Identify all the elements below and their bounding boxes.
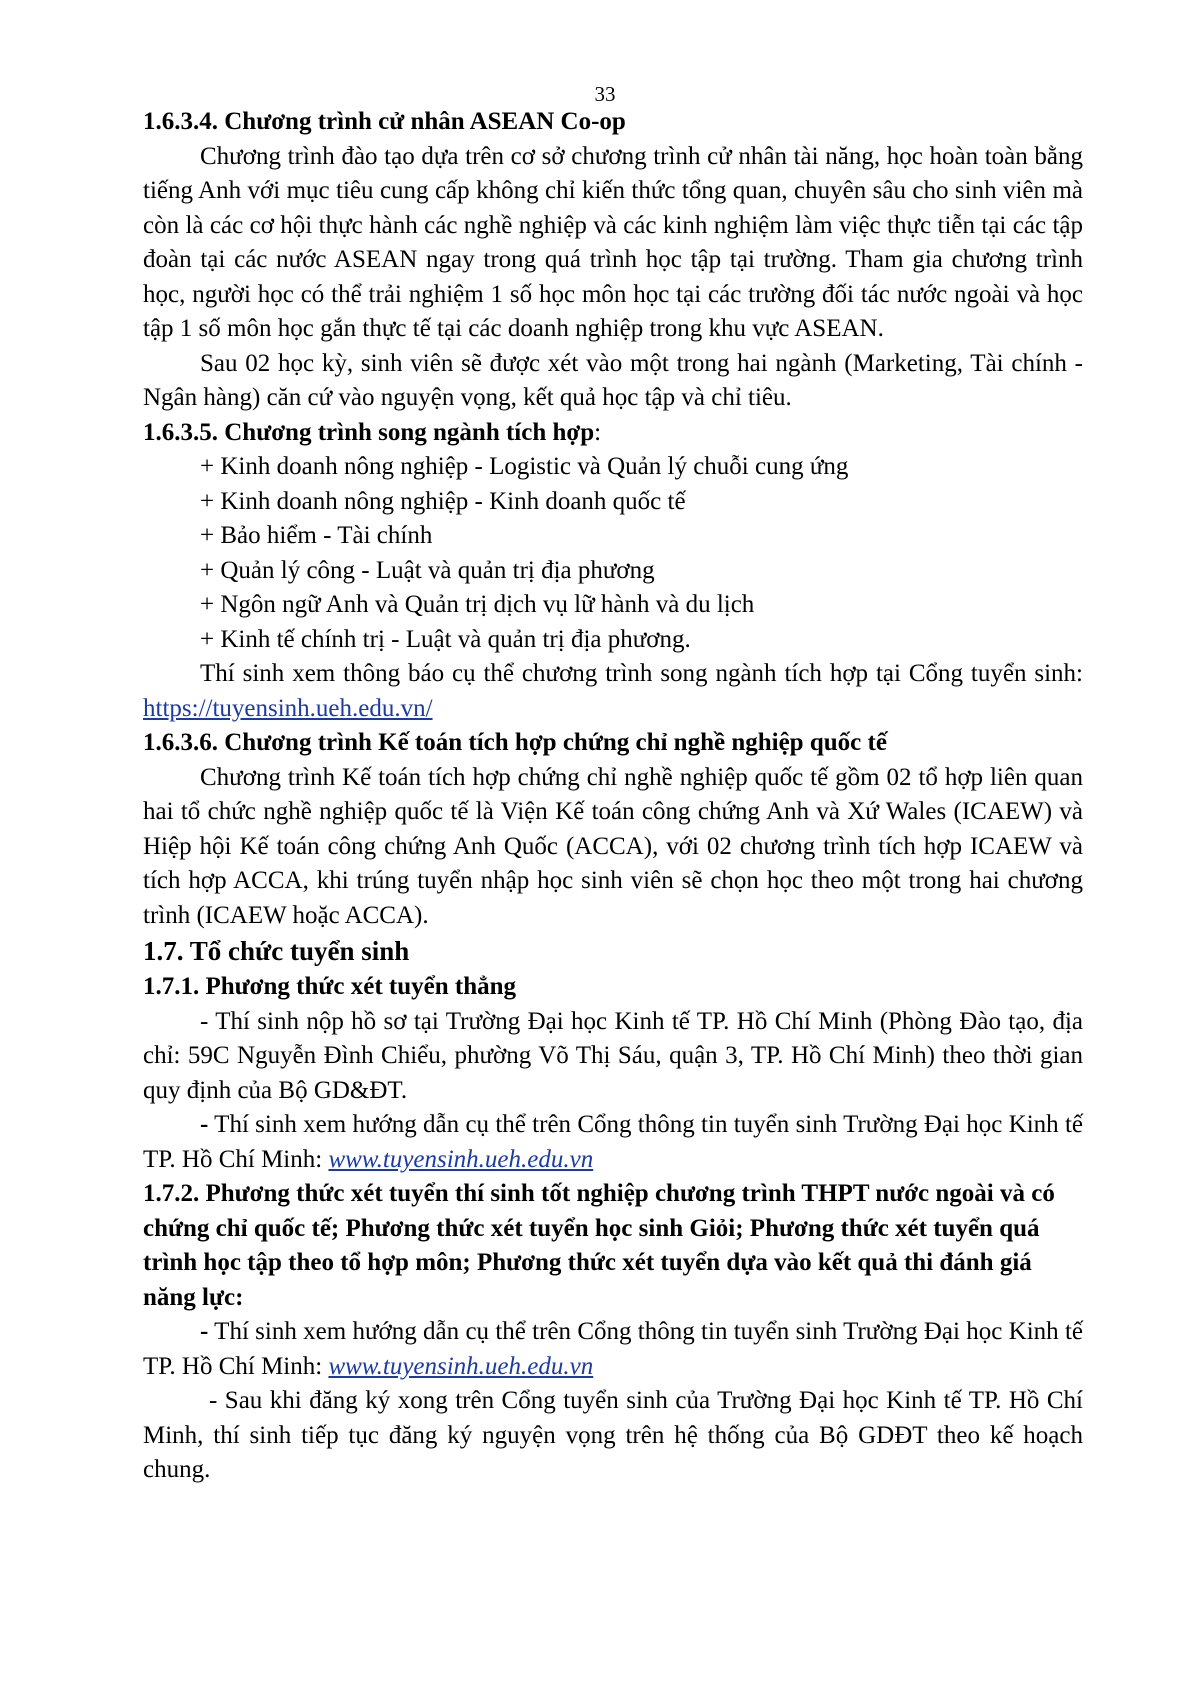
list-item: + Ngôn ngữ Anh và Quản trị dịch vụ lữ hành và du lịch xyxy=(200,591,755,618)
list-item: + Kinh doanh nông nghiệp - Logistic và Quản lý chuỗi cung ứng xyxy=(200,453,849,480)
paragraph-accounting-program: Chương trình Kế toán tích hợp chứng chỉ nghề nghiệp quốc tế gồm 02 tổ hợp liên quan hai tổ chức nghề nghiệp quốc tế là Viện Kế toán công chứng Anh và Xứ Wales (ICAEW) và Hiệp hội Kế toán công chứng Anh Quốc (ACCA), với 02 chương trình tích hợp ICAEW và tích hợp ACCA, khi trúng tuyển nhập học sinh viên sẽ chọn học theo một trong hai chương trình (ICAEW hoặc ACCA). xyxy=(143,763,1083,929)
paragraph-other-methods-guide xyxy=(143,1315,1083,1384)
heading-1-6-3-6: 1.6.3.6. Chương trình Kế toán tích hợp chứng chỉ nghề nghiệp quốc tế xyxy=(143,729,887,756)
heading-1-6-3-4: 1.6.3.4. Chương trình cử nhân ASEAN Co-op xyxy=(143,108,626,135)
paragraph-asean-coop-majors: Sau 02 học kỳ, sinh viên sẽ được xét vào một trong hai ngành (Marketing, Tài chính - Ngân hàng) căn cứ vào nguyện vọng, kết quả học tập và chỉ tiêu. xyxy=(143,349,1083,411)
page-number: 33 xyxy=(594,82,616,106)
paragraph-direct-admission-submit: - Thí sinh nộp hồ sơ tại Trường Đại học Kinh tế TP. Hồ Chí Minh (Phòng Đào tạo, địa chỉ: 59C Nguyễn Đình Chiểu, phường Võ Thị Sáu, quận 3, TP. Hồ Chí Minh) theo thời gian quy định của Bộ GD&ĐT. xyxy=(143,1007,1083,1104)
paragraph-direct-admission-guide xyxy=(143,1108,1083,1177)
double-major-notice-text: Thí sinh xem thông báo cụ thể chương trình song ngành tích hợp tại Cổng tuyển sinh: xyxy=(200,660,1083,687)
list-item: + Quản lý công - Luật và quản trị địa phương xyxy=(200,556,655,584)
list-item: + Kinh tế chính trị - Luật và quản trị địa phương. xyxy=(200,625,691,653)
heading-1-6-3-5 xyxy=(143,416,1083,451)
list-item: + Bảo hiểm - Tài chính xyxy=(200,522,433,549)
guide-dash: - xyxy=(200,1318,209,1345)
paragraph-register-preferences: - Sau khi đăng ký xong trên Cổng tuyển sinh của Trường Đại học Kinh tế TP. Hồ Chí Minh, thí sinh tiếp tục đăng ký nguyện vọng trên hệ thống của Bộ GDĐT theo kế hoạch chung. xyxy=(143,1387,1083,1483)
admissions-portal-link[interactable]: https://tuyensinh.ueh.edu.vn/ xyxy=(143,694,433,722)
guide-text: Thí sinh xem hướng dẫn cụ thể trên Cổng thông tin tuyển sinh Trường Đại học Kinh tế TP. Hồ Chí Minh: xyxy=(143,1318,1083,1380)
heading-1-7-1: 1.7.1. Phương thức xét tuyển thẳng xyxy=(143,973,517,1000)
paragraph-double-major-notice xyxy=(143,657,1083,726)
heading-1-6-3-5-text: 1.6.3.5. Chương trình song ngành tích hợp xyxy=(143,418,595,446)
admissions-website-link[interactable]: www.tuyensinh.ueh.edu.vn xyxy=(328,1145,594,1173)
heading-1-7: 1.7. Tổ chức tuyển sinh xyxy=(143,936,410,966)
page-content xyxy=(143,105,1083,1488)
paragraph-asean-coop-intro: Chương trình đào tạo dựa trên cơ sở chương trình cử nhân tài năng, học hoàn toàn bằng tiếng Anh với mục tiêu cung cấp không chỉ kiến thức tổng quan, chuyên sâu cho sinh viên mà còn là các cơ hội thực hành các nghề nghiệp và các kinh nghiệm làm việc thực tiễn tại các tập đoàn tại các nước ASEAN ngay trong quá trình học tập tại trường. Tham gia chương trình học, người học có thể trải nghiệm 1 số học môn học tại các trường đối tác nước ngoài và học tập 1 số môn học gắn thực tế tại các doanh nghiệp trong khu vực ASEAN. xyxy=(143,142,1083,342)
guide-text: Thí sinh xem hướng dẫn cụ thể trên Cổng thông tin tuyển sinh Trường Đại học Kinh tế TP. Hồ Chí Minh: xyxy=(143,1111,1083,1173)
admissions-website-link[interactable]: www.tuyensinh.ueh.edu.vn xyxy=(328,1352,594,1380)
list-item: + Kinh doanh nông nghiệp - Kinh doanh quốc tế xyxy=(200,487,686,515)
guide-dash: - xyxy=(200,1111,209,1138)
heading-1-6-3-5-colon: : xyxy=(594,418,602,446)
heading-1-7-2: 1.7.2. Phương thức xét tuyển thí sinh tốt nghiệp chương trình THPT nước ngoài và có chứng chỉ quốc tế; Phương thức xét tuyển học sinh Giỏi; Phương thức xét tuyển quá trình học tập theo tổ hợp môn; Phương thức xét tuyển dựa vào kết quả thi đánh giá năng lực: xyxy=(143,1180,1055,1311)
